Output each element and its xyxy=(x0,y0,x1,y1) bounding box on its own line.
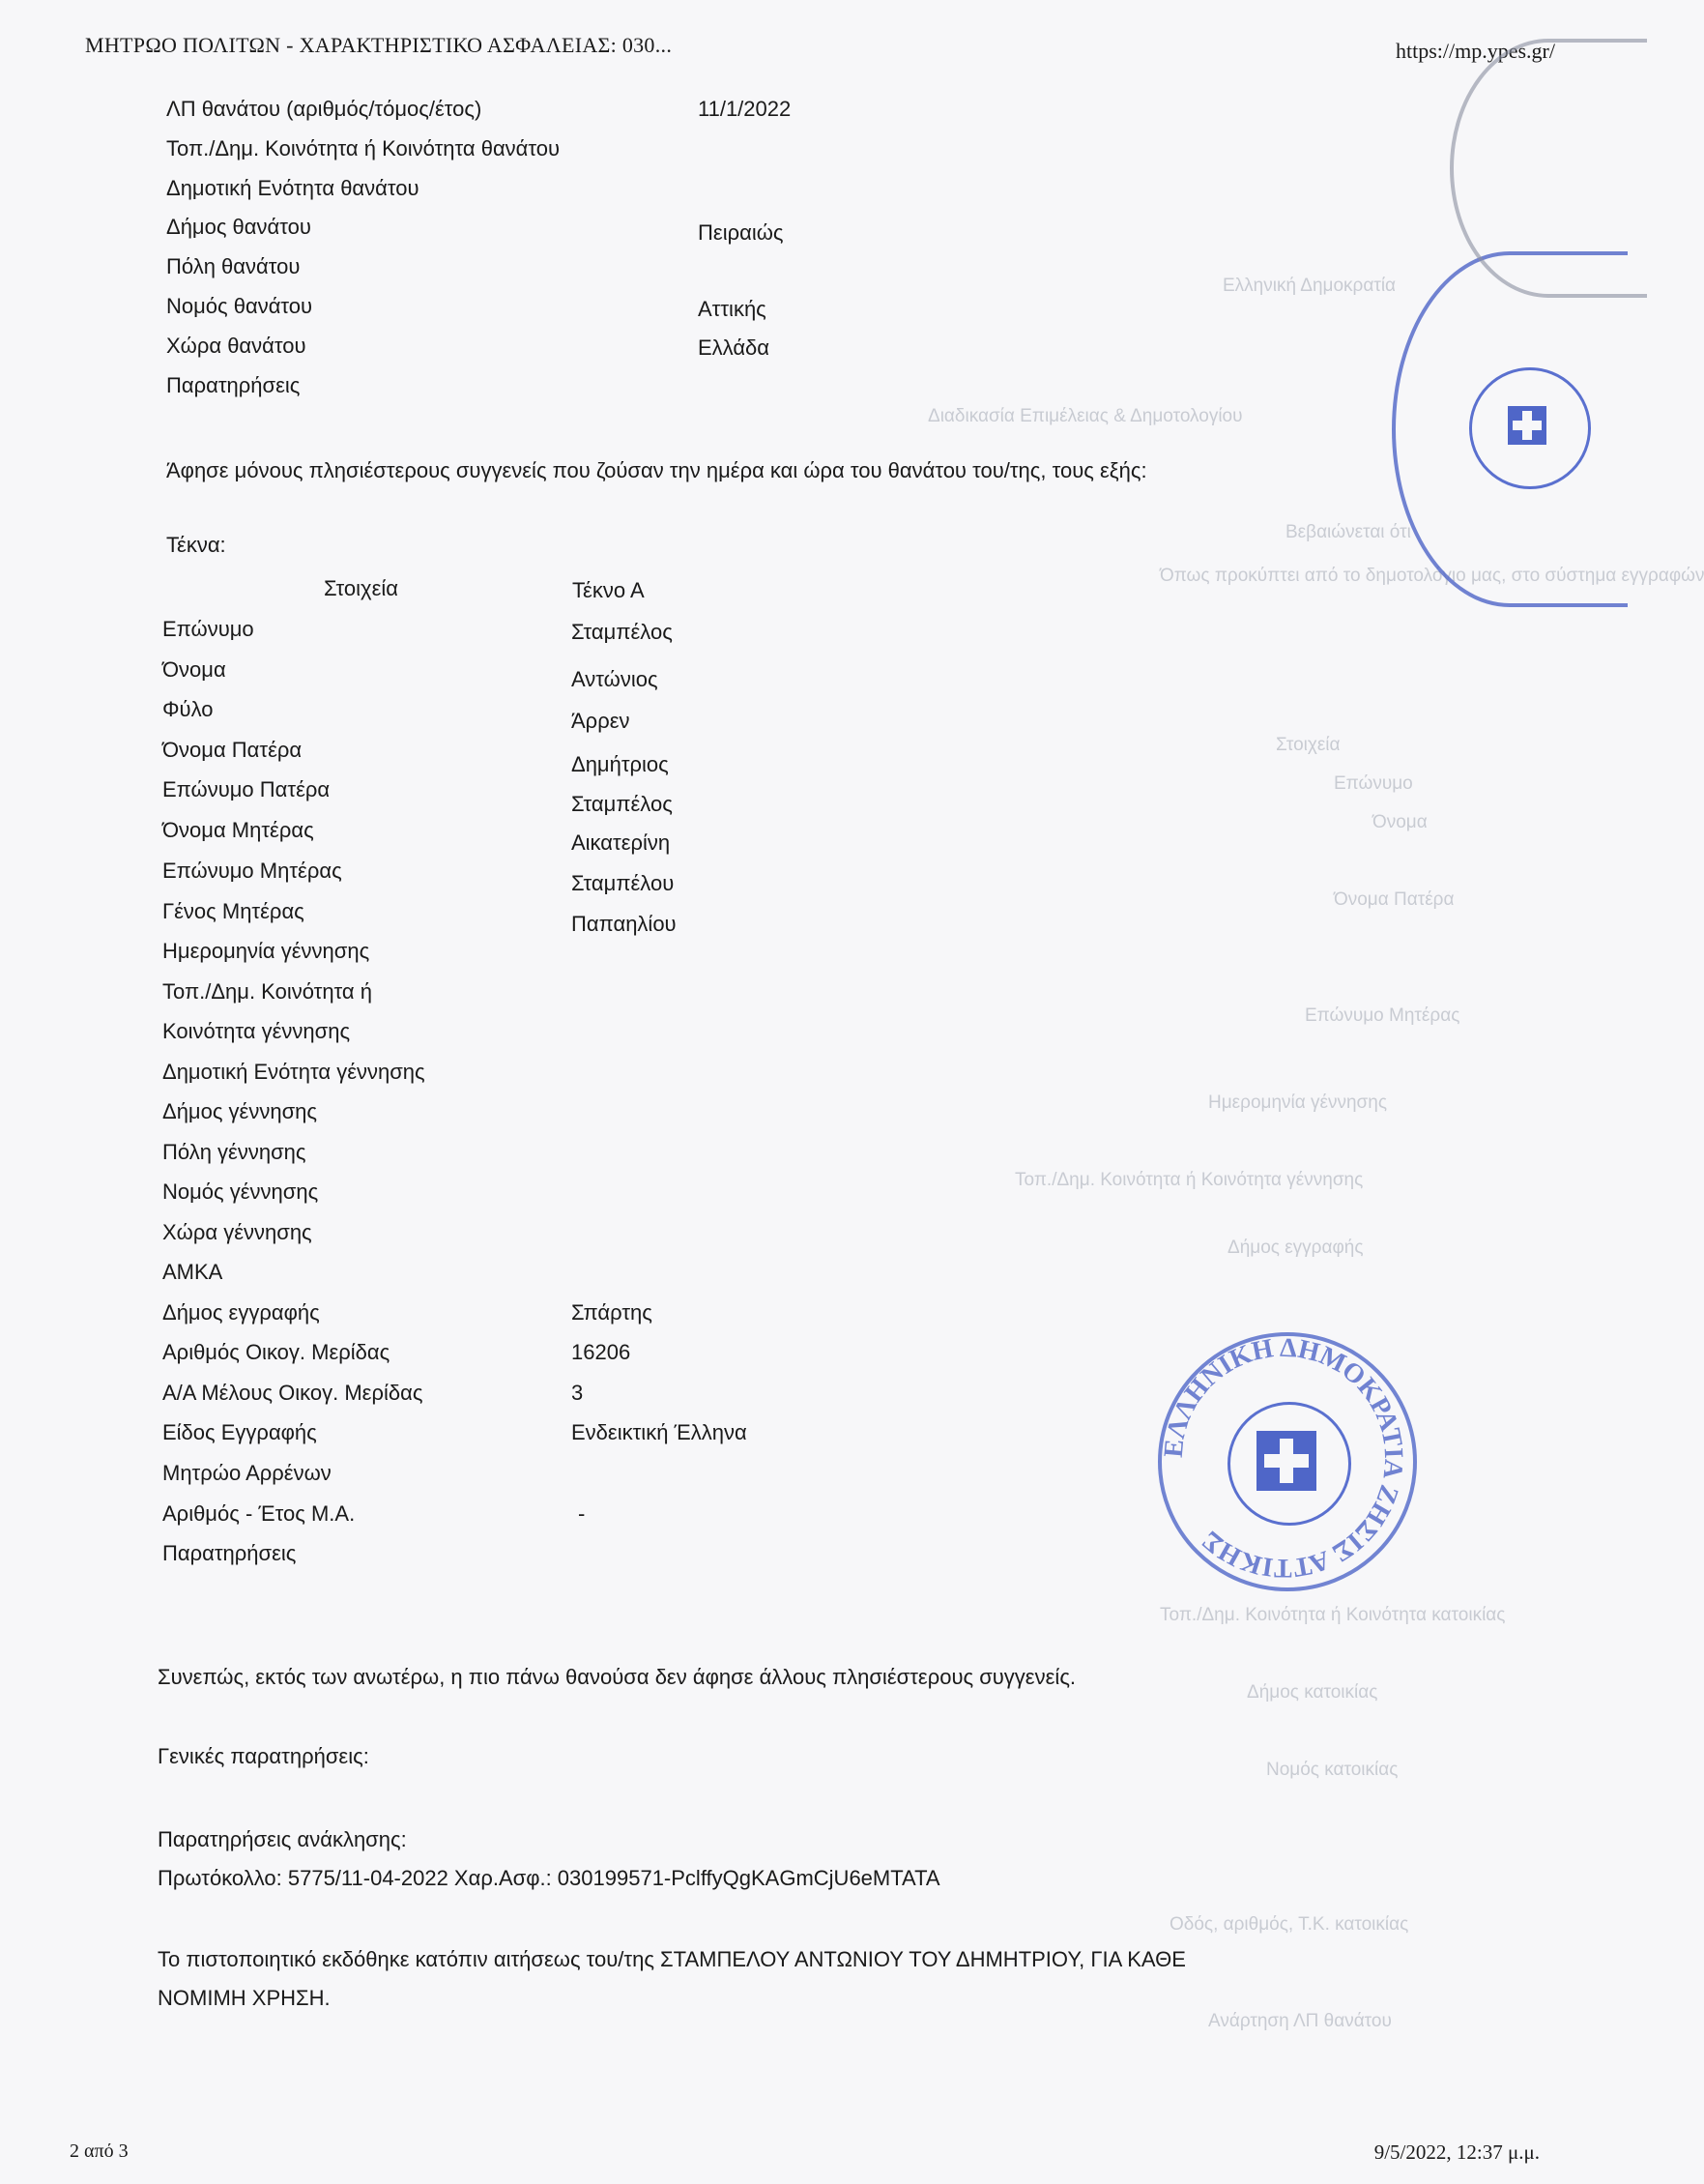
field-label: Αριθμός Οικογ. Μερίδας xyxy=(162,1340,390,1364)
field-label: Δήμος εγγραφής xyxy=(162,1300,320,1325)
relatives-intro: Άφησε μόνους πλησιέστερους συγγενείς που ζούσαν την ημέρα και ώρα του θανάτου του/της, τους εξής: xyxy=(166,458,1147,482)
field-value: Δημήτριος xyxy=(571,752,669,776)
field-label: Δήμος θανάτου xyxy=(166,215,311,239)
page-number: 2 από 3 xyxy=(70,2140,129,2162)
revocation-remarks: Παρατηρήσεις ανάκλησης: xyxy=(158,1827,407,1851)
field-value: 16206 xyxy=(571,1340,631,1364)
field-value: 11/1/2022 xyxy=(698,97,792,121)
field-label: Όνομα Μητέρας xyxy=(162,818,314,842)
issued-line-2: ΝΟΜΙΜΗ ΧΡΗΣΗ. xyxy=(158,1986,331,2010)
field-label: Αριθμός - Έτος Μ.Α. xyxy=(162,1501,356,1526)
field-label: Α/Α Μέλους Οικογ. Μερίδας xyxy=(162,1381,423,1405)
field-label: ΑΜΚΑ xyxy=(162,1260,223,1284)
field-value: Αττικής xyxy=(698,297,766,321)
field-label: Επώνυμο xyxy=(162,617,254,641)
field-label: Είδος Εγγραφής xyxy=(162,1420,317,1444)
column-header-fields: Στοιχεία xyxy=(324,576,399,600)
field-label: Επώνυμο Μητέρας xyxy=(162,859,342,883)
field-value: 3 xyxy=(571,1381,584,1405)
field-label: Νομός γέννησης xyxy=(162,1179,319,1204)
field-value: Σταμπέλος xyxy=(571,792,673,816)
field-label: Νομός θανάτου xyxy=(166,294,313,318)
field-value: Παπαηλίου xyxy=(571,912,677,936)
children-label: Τέκνα: xyxy=(166,533,226,557)
header-title: ΜΗΤΡΩΟ ΠΟΛΙΤΩΝ - ΧΑΡΑΚΤΗΡΙΣΤΙΚΟ ΑΣΦΑΛΕΙΑΣ: 030... xyxy=(85,33,673,57)
svg-text:ΕΛΛΗΝΙΚΗ ΔΗΜΟΚΡΑΤΙΑ ΖΗΣΙΣ ΑΤΤΙ: ΕΛΛΗΝΙΚΗ ΔΗΜΟΚΡΑΤΙΑ ΖΗΣΙΣ ΑΤΤΙΚΗΣ xyxy=(1158,1332,1409,1584)
field-label: Τοπ./Δημ. Κοινότητα ή Κοινότητα θανάτου xyxy=(166,136,561,160)
field-label: Όνομα Πατέρα xyxy=(162,738,303,762)
field-label: Πόλη γέννησης xyxy=(162,1140,306,1164)
field-label: Παρατηρήσεις xyxy=(162,1541,297,1565)
conclusion-text: Συνεπώς, εκτός των ανωτέρω, η πιο πάνω θανούσα δεν άφησε άλλους πλησιέστερους συγγενείς. xyxy=(158,1665,1077,1689)
field-label: Μητρώο Αρρένων xyxy=(162,1461,332,1485)
field-label: Δημοτική Ενότητα θανάτου xyxy=(166,176,419,200)
issued-line-1: Το πιστοποιητικό εκδόθηκε κατόπιν αιτήσεως του/της ΣΤΑΜΠΕΛΟΥ ΑΝΤΩΝΙΟΥ ΤΟΥ ΔΗΜΗΤΡΙΟΥ, ΓΙΑ ΚΑΘΕ xyxy=(158,1947,1186,1971)
field-value: Σταμπέλου xyxy=(571,871,675,895)
field-label: Όνομα xyxy=(162,657,226,682)
field-label: Παρατηρήσεις xyxy=(166,373,301,397)
field-label: Τοπ./Δημ. Κοινότητα ή xyxy=(162,979,373,1004)
field-label: Χώρα γέννησης xyxy=(162,1220,312,1244)
field-label: Επώνυμο Πατέρα xyxy=(162,777,331,801)
field-label: Πόλη θανάτου xyxy=(166,254,301,278)
field-label: Γένος Μητέρας xyxy=(162,899,304,923)
field-label: Δήμος γέννησης xyxy=(162,1099,318,1123)
field-value: Σπάρτης xyxy=(571,1300,652,1325)
stamp-ring-icon xyxy=(1158,1332,1409,1584)
general-remarks: Γενικές παρατηρήσεις: xyxy=(158,1744,369,1768)
print-datetime: 9/5/2022, 12:37 μ.μ. xyxy=(1373,2140,1540,2164)
field-value: - xyxy=(578,1501,586,1526)
field-label: Δημοτική Ενότητα γέννησης xyxy=(162,1060,425,1084)
field-label: ΛΠ θανάτου (αριθμός/τόμος/έτος) xyxy=(166,97,482,121)
field-value: Αικατερίνη xyxy=(571,830,671,855)
field-value: Πειραιώς xyxy=(698,220,784,245)
field-value: Σταμπέλος xyxy=(571,620,673,644)
field-label: Φύλο xyxy=(162,697,214,721)
field-label: Ημερομηνία γέννησης xyxy=(162,939,370,963)
protocol-line: Πρωτόκολλο: 5775/11-04-2022 Χαρ.Ασφ.: 030199571-PclffyQgKAGmCjU6eMTATA xyxy=(158,1866,940,1890)
field-value: Ενδεικτική Έλληνα xyxy=(571,1420,747,1444)
field-value: Αντώνιος xyxy=(571,667,658,691)
field-value: Ελλάδα xyxy=(698,335,770,360)
header-url[interactable]: https://mp.ypes.gr/ xyxy=(1396,39,1555,63)
field-value: Άρρεν xyxy=(571,709,630,733)
column-header-child: Τέκνο Α xyxy=(572,578,645,602)
field-label: Κοινότητα γέννησης xyxy=(162,1019,351,1043)
field-label: Χώρα θανάτου xyxy=(166,334,306,358)
